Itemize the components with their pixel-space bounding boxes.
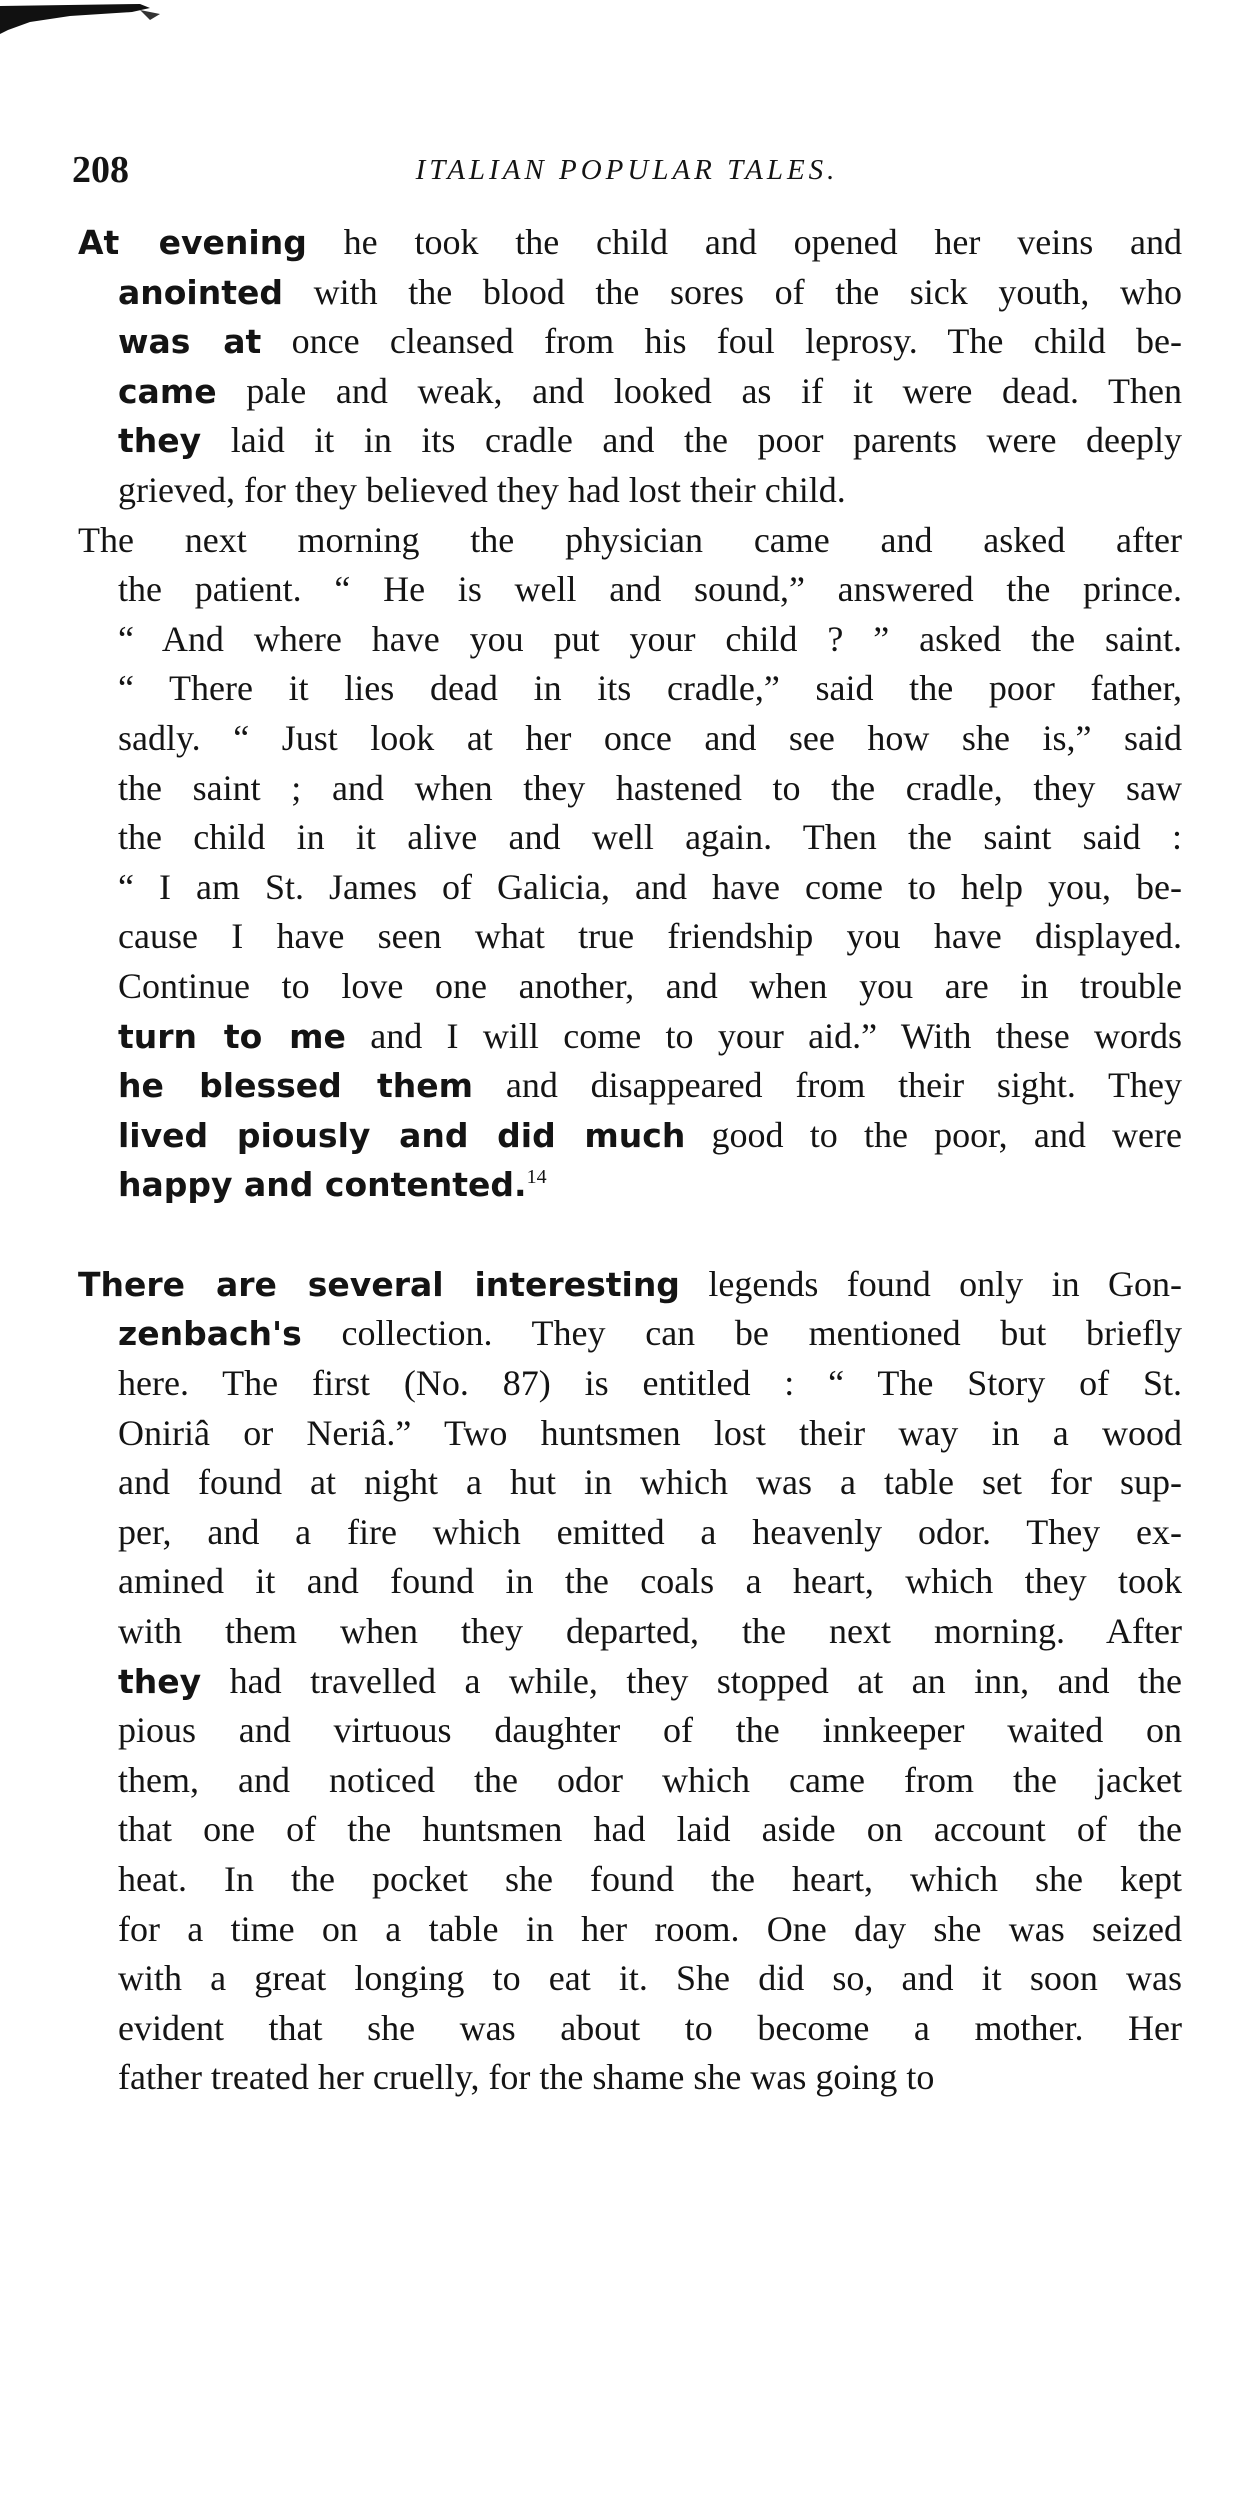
text-line (76, 516, 1182, 566)
bold-run: There are several interesting (78, 1264, 680, 1304)
text-run: pious and virtuous daughter of the innkeeper waited on (118, 1710, 1182, 1751)
section-break (76, 1210, 1182, 1260)
text-line (76, 1855, 1182, 1905)
text-run: grieved, for they believed they had lost their child. (118, 469, 846, 510)
paragraph (76, 1260, 1182, 2103)
bold-run: was at (118, 322, 262, 362)
paragraph (76, 516, 1182, 1210)
text-run: with them when they departed, the next morning. After (118, 1611, 1182, 1652)
text-line (76, 962, 1182, 1012)
text-line (76, 268, 1182, 318)
text-run: evident that she was about to become a mother. Her (118, 2007, 1182, 2048)
text-run: “ And where have you put your child ? ” asked the saint. (118, 618, 1182, 659)
bold-run: they (118, 1661, 202, 1701)
text-line (76, 565, 1182, 615)
text-run: The next morning the physician came and asked after (78, 519, 1182, 560)
bold-run: turn to me (118, 1016, 346, 1056)
text-run: pale and weak, and looked as if it were dead. Then (216, 370, 1182, 411)
text-line (76, 1706, 1182, 1756)
text-line (76, 2004, 1182, 2054)
text-run: “ There it lies dead in its cradle,” said the poor father, (118, 668, 1182, 709)
text-line (76, 813, 1182, 863)
text-run: he took the child and opened her veins and (306, 222, 1182, 262)
text-line (76, 1160, 1182, 1210)
running-title: ITALIAN POPULAR TALES. (415, 154, 839, 186)
bold-run: happy and contented. (118, 1165, 527, 1205)
text-run: laid it in its cradle and the poor parents were deeply (201, 420, 1182, 461)
text-line (76, 764, 1182, 814)
text-line (76, 1359, 1182, 1409)
text-line (76, 912, 1182, 962)
text-run: the patient. “ He is well and sound,” answered the prince. (118, 569, 1182, 610)
bold-run: At evening (78, 223, 307, 262)
text-run: sadly. “ Just look at her once and see how she is,” said (118, 717, 1182, 758)
text-line (76, 1061, 1182, 1111)
bold-run: they (118, 421, 202, 461)
text-line (76, 1111, 1182, 1161)
bold-run: he blessed them (118, 1066, 474, 1106)
text-line (76, 367, 1182, 417)
text-line (76, 1805, 1182, 1855)
text-run: heat. In the pocket she found the heart, which she kept (118, 1859, 1182, 1899)
page-number: 208 (72, 149, 129, 191)
bold-run: lived piously and did much (118, 1115, 686, 1155)
text-line (76, 218, 1182, 268)
text-line (76, 863, 1182, 913)
page-header (72, 148, 1182, 198)
body-text (76, 218, 1182, 2103)
text-run: the saint ; and when they hastened to the cradle, they saw (118, 767, 1182, 808)
text-run: per, and a fire which emitted a heavenly odor. They ex- (118, 1511, 1182, 1552)
text-line (76, 1557, 1182, 1607)
paragraph (76, 218, 1182, 516)
scan-artifact-mark (0, 0, 170, 60)
bold-run: came (118, 371, 217, 411)
text-line (76, 1012, 1182, 1062)
text-run: and found at night a hut in which was a table set for sup- (118, 1462, 1182, 1503)
text-run: Oniriâ or Neriâ.” Two huntsmen lost their way in a wood (118, 1412, 1182, 1453)
text-line (76, 1508, 1182, 1558)
text-line (76, 1657, 1182, 1707)
bold-run: anointed (118, 272, 284, 312)
text-run: for a time on a table in her room. One day she was seized (118, 1908, 1182, 1949)
text-run: collection. They can be mentioned but briefly (301, 1313, 1182, 1354)
text-line (76, 1954, 1182, 2004)
text-line (76, 1409, 1182, 1459)
text-line (76, 2053, 1182, 2103)
text-run: that one of the huntsmen had laid aside on account of the (118, 1809, 1182, 1850)
text-run: here. The first (No. 87) is entitled : “ The Story of St. (118, 1363, 1182, 1404)
text-line (76, 1607, 1182, 1657)
text-line (76, 317, 1182, 367)
text-run: “ I am St. James of Galicia, and have come to help you, be- (118, 866, 1182, 907)
text-run: Continue to love one another, and when you are in trouble (118, 965, 1182, 1006)
text-line (76, 1309, 1182, 1359)
text-run: father treated her cruelly, for the shame she was going to (118, 2057, 935, 2098)
text-line (76, 615, 1182, 665)
text-run: good to the poor, and were (685, 1114, 1183, 1155)
bold-run: zenbach's (118, 1314, 302, 1354)
text-line (76, 714, 1182, 764)
text-line (76, 1458, 1182, 1508)
text-run: legends found only in Gon- (679, 1263, 1182, 1304)
text-line (76, 1905, 1182, 1955)
text-run: them, and noticed the odor which came from the jacket (118, 1759, 1182, 1800)
text-line (76, 664, 1182, 714)
text-line (76, 416, 1182, 466)
text-line (76, 466, 1182, 516)
text-run: with a great longing to eat it. She did so, and it soon was (118, 1958, 1182, 1999)
text-run: cause I have seen what true friendship you have displayed. (118, 916, 1182, 957)
text-run: and I will come to your aid.” With these words (345, 1015, 1182, 1056)
text-run: once cleansed from his foul leprosy. The child be- (261, 321, 1182, 362)
text-run: with the blood the sores of the sick youth, who (283, 271, 1182, 312)
footnote-ref: 14 (526, 1166, 547, 1189)
text-run: and disappeared from their sight. They (473, 1065, 1182, 1106)
text-run: the child in it alive and well again. Then the saint said : (118, 817, 1182, 858)
text-run: had travelled a while, they stopped at an inn, and the (201, 1660, 1182, 1701)
text-line (76, 1756, 1182, 1806)
text-line (76, 1260, 1182, 1310)
text-run: amined it and found in the coals a heart, which they took (118, 1561, 1182, 1602)
